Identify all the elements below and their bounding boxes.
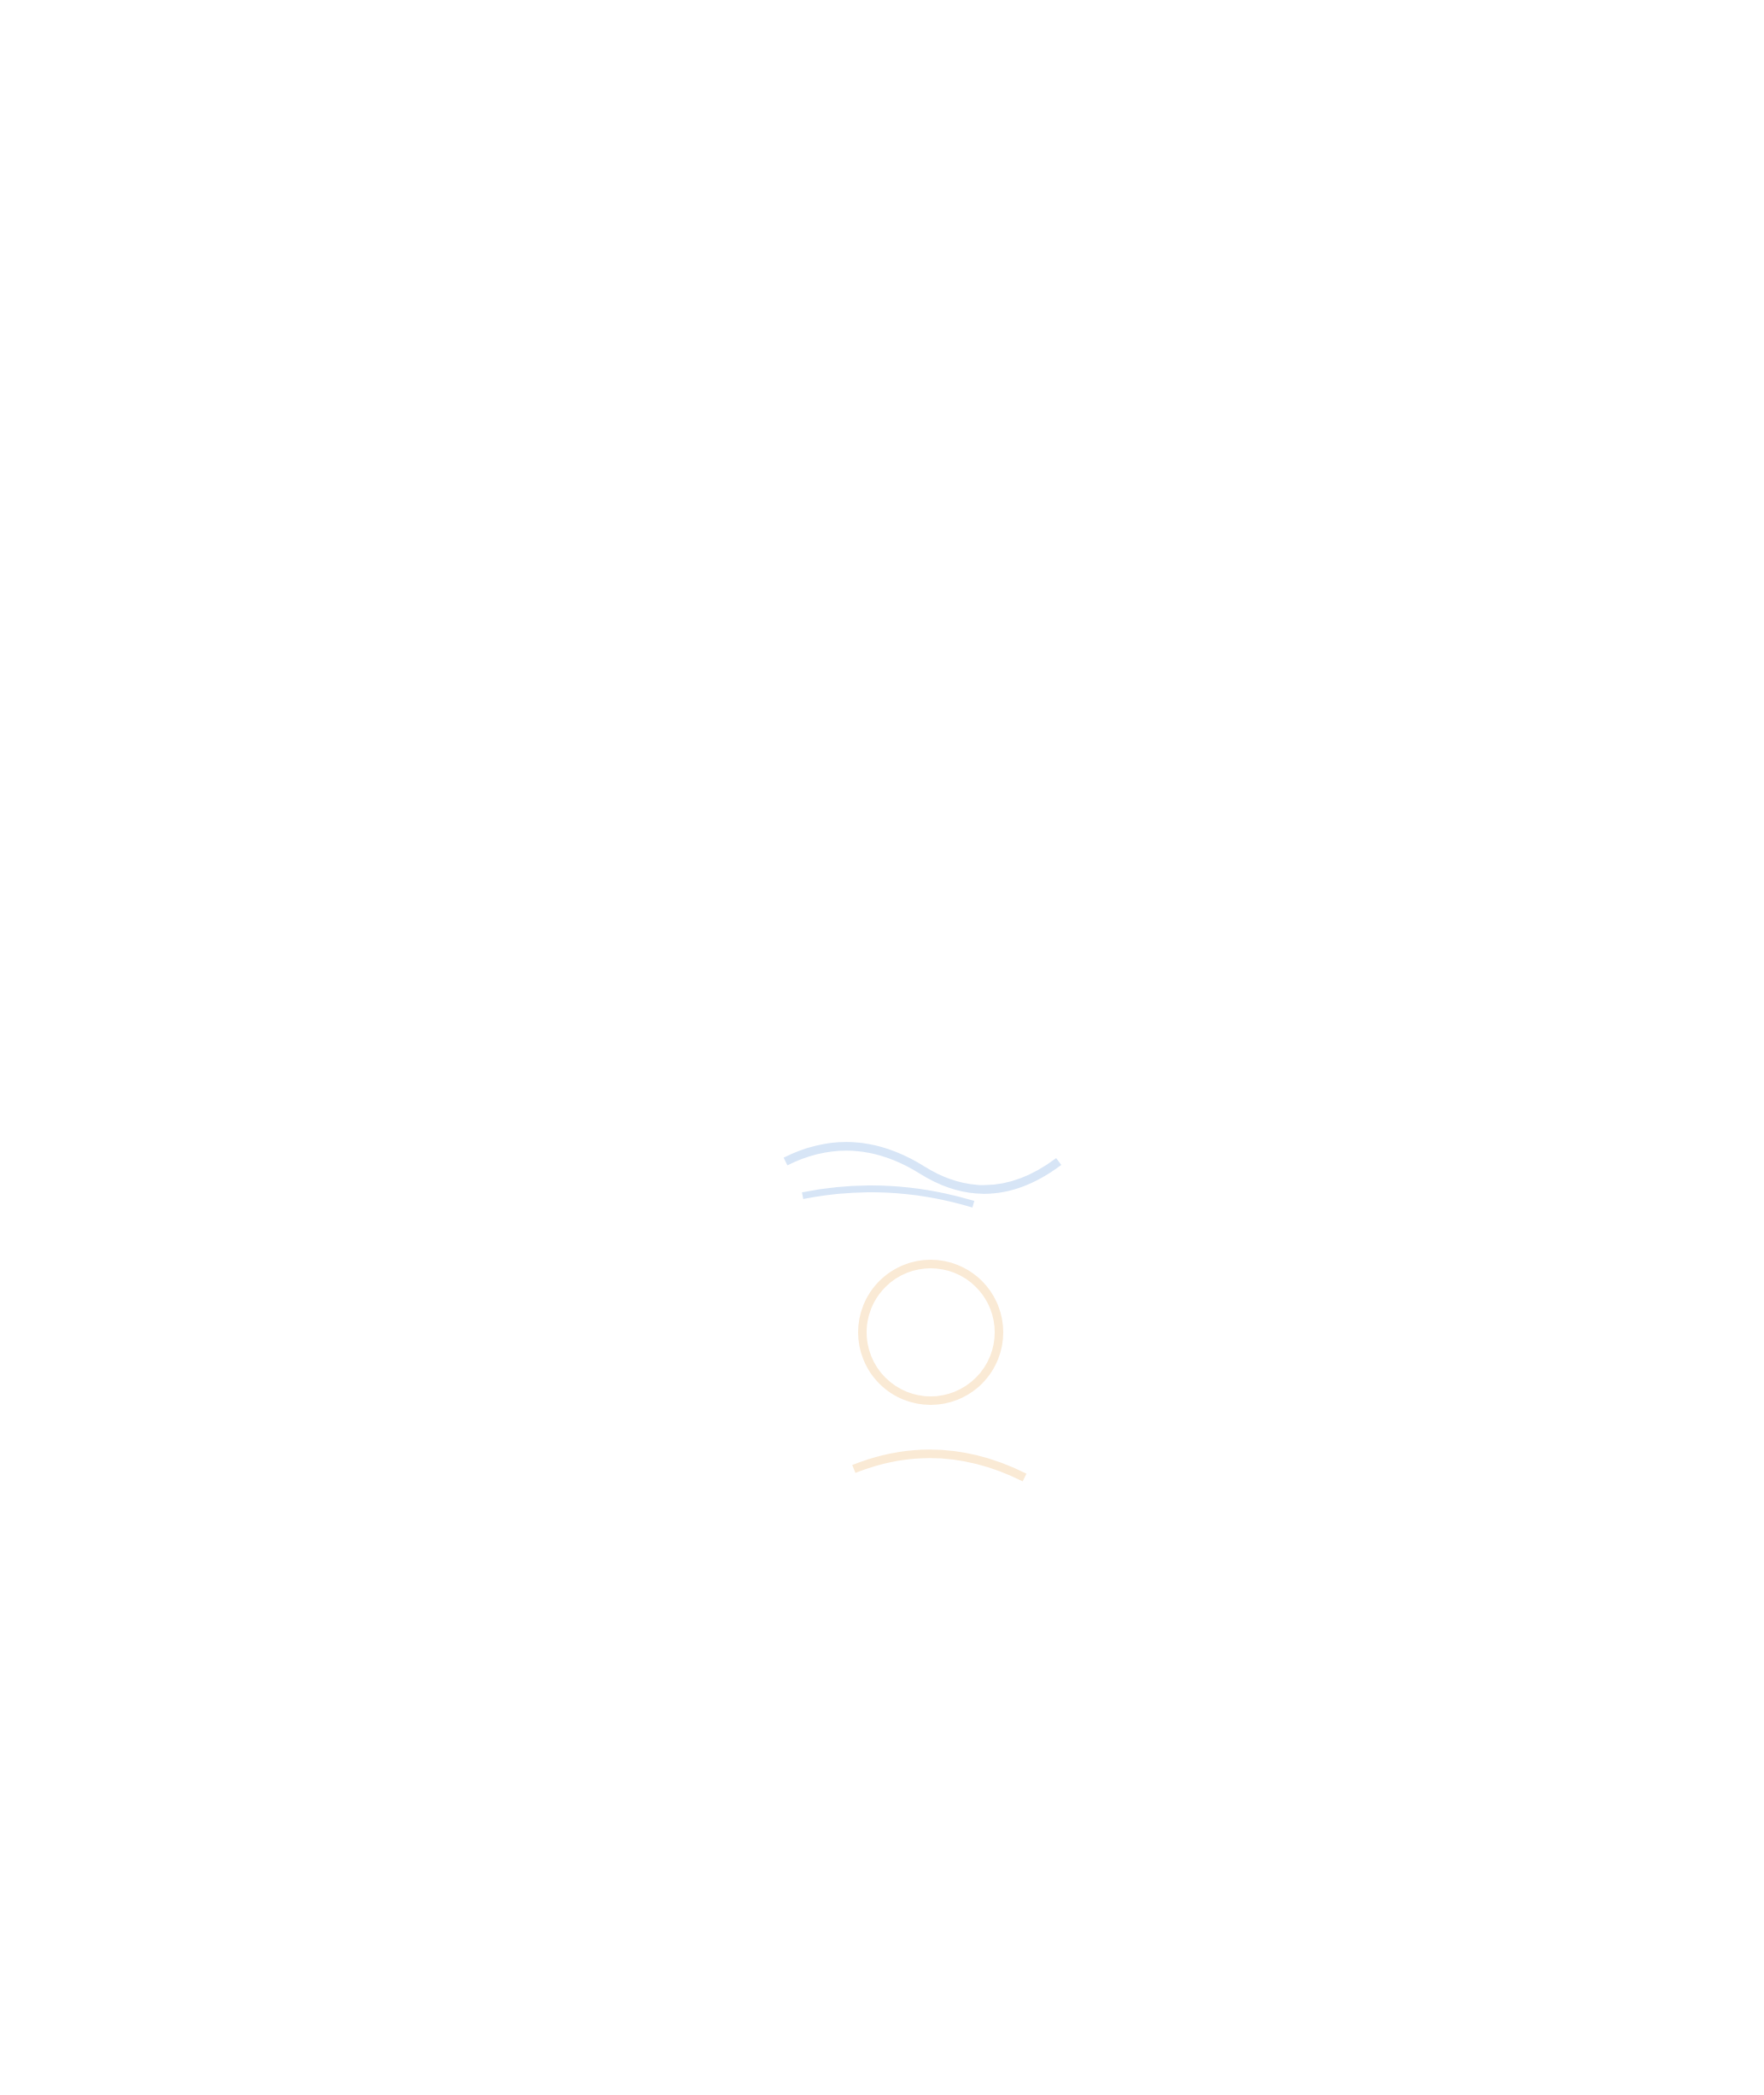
corner-watermark — [1537, 0, 1631, 7]
watermark-logo-icon — [751, 1110, 1161, 1554]
